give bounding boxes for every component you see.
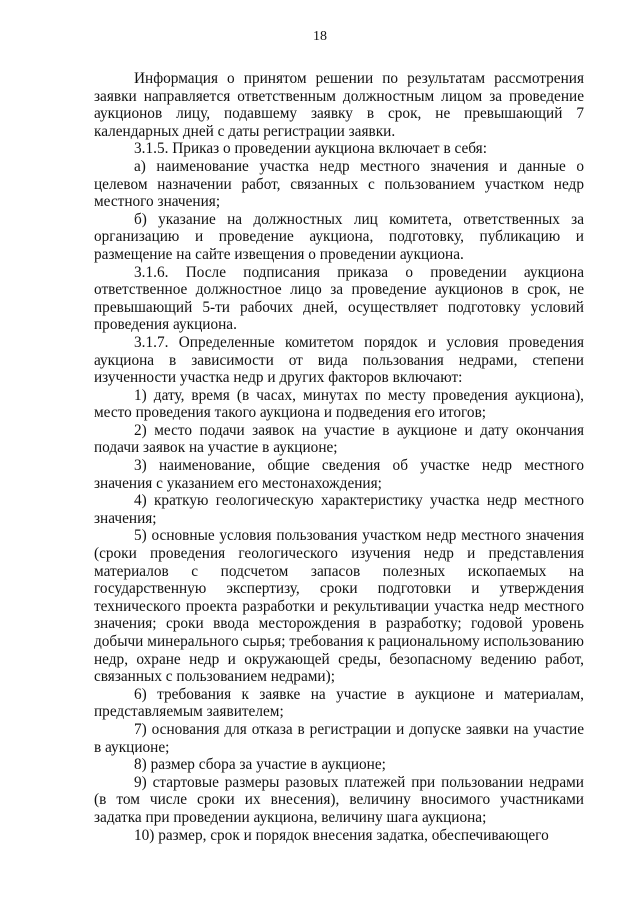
page-number: 18 — [313, 29, 327, 44]
paragraph: б) указание на должностных лиц комитета, ответственных за организацию и проведение аукциона, подготовку, публикацию и размещение на сайте извещения о проведении аукциона. — [94, 210, 584, 263]
document-body — [94, 70, 584, 844]
paragraph: 9) стартовые размеры разовых платежей при пользовании недрами (в том числе сроки их внесения), величину вносимого участниками задатка при проведении аукциона, величину шага аукциона; — [94, 773, 584, 826]
paragraph: 2) место подачи заявок на участие в аукционе и дату окончания подачи заявок на участие в аукционе; — [94, 421, 584, 457]
paragraph: Информация о принятом решении по результатам рассмотрения заявки направляется ответственным должностным лицом за проведение аукционов лицу, подавшему заявку в срок, не превышающий 7 календарных дней с даты регистрации заявки. — [94, 70, 584, 140]
paragraph: 1) дату, время (в часах, минутах по месту проведения аукциона), место проведения такого аукциона и подведения его итогов; — [94, 386, 584, 422]
paragraph: 10) размер, срок и порядок внесения задатка, обеспечивающего — [134, 826, 549, 844]
paragraph: 3.1.5. Приказ о проведении аукциона включает в себя: — [134, 140, 487, 158]
paragraph: 6) требования к заявке на участие в аукционе и материалам, представляемым заявителем; — [94, 685, 584, 721]
paragraph: 4) краткую геологическую характеристику участка недр местного значения; — [94, 492, 584, 527]
paragraph: а) наименование участка недр местного значения и данные о целевом назначении работ, связанных с пользованием участком недр местного значения; — [94, 157, 584, 211]
paragraph: 7) основания для отказа в регистрации и допуске заявки на участие в аукционе; — [94, 720, 584, 756]
paragraph: 3.1.6. После подписания приказа о проведении аукциона ответственное должностное лицо за проведение аукционов в срок, не превышающий 5-ти рабочих дней, осуществляет подготовку условий проведения аукциона. — [94, 263, 584, 334]
paragraph: 5) основные условия пользования участком недр местного значения (сроки проведения геологического изучения недр и представления материалов с подсчетом запасов полезных ископаемых на государственную экспертизу, сроки подготовки и утверждения технического проекта разработки и рекультивации участка недр местного значения; сроки ввода месторождения в разработку; годовой уровень добычи минерального сырья; требования к рациональному использованию недр, охране недр и окружающей среды, безопасному ведению работ, связанных с пользованием недрами); — [94, 527, 584, 686]
paragraph: 3) наименование, общие сведения об участке недр местного значения с указанием его местонахождения; — [94, 457, 584, 492]
paragraph: 8) размер сбора за участие в аукционе; — [134, 756, 386, 774]
paragraph: 3.1.7. Определенные комитетом порядок и условия проведения аукциона в зависимости от вида пользования недрами, степени изученности участка недр и других факторов включают: — [94, 333, 584, 387]
